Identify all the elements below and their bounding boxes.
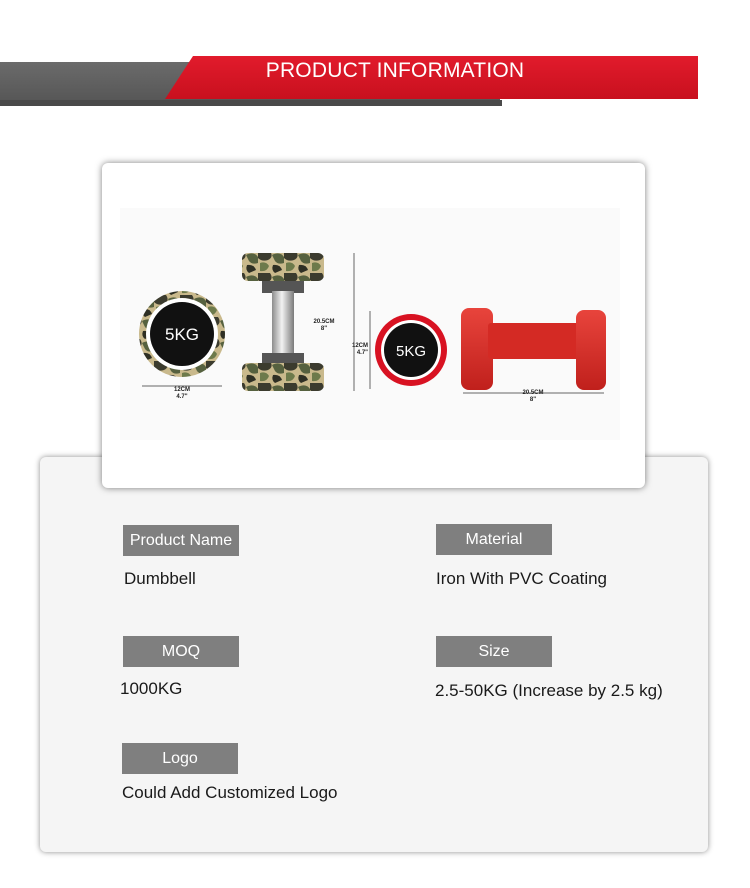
product-name-value: Dumbbell <box>124 569 196 588</box>
red-plate-label: 5KG <box>395 343 427 360</box>
logo-value: Could Add Customized Logo <box>122 783 338 802</box>
red-dumbbell-side <box>461 308 606 403</box>
dumbbell-illustration <box>102 163 645 488</box>
camo-plate-label: 5KG <box>164 325 200 344</box>
red-length-cm: 20.5CM <box>522 390 544 396</box>
size-value: 2.5-50KG (Increase by 2.5 kg) <box>435 681 663 700</box>
moq-value: 1000KG <box>120 679 183 698</box>
size-label: Size <box>436 636 552 667</box>
banner-gray-shadow <box>0 100 502 106</box>
red-width-cm: 12CM <box>351 343 368 349</box>
header-banner <box>0 0 750 120</box>
camo-width-in: 4.7" <box>176 394 188 400</box>
product-name-label: Product Name <box>123 525 239 556</box>
red-plate-front <box>352 311 447 389</box>
product-info-card <box>40 457 708 852</box>
camo-width-cm: 12CM <box>173 387 191 393</box>
camo-plate-front <box>139 291 225 400</box>
logo-label: Logo <box>122 743 238 774</box>
moq-label: MOQ <box>123 636 239 667</box>
camo-height-in: 8" <box>320 326 328 332</box>
banner-title: PRODUCT INFORMATION <box>265 59 525 82</box>
red-length-in: 8" <box>529 397 537 403</box>
material-value: Iron With PVC Coating <box>436 569 608 588</box>
camo-height-cm: 20.5CM <box>313 319 335 325</box>
product-image-card <box>102 163 645 488</box>
red-width-in: 4.7" <box>356 350 368 356</box>
material-label: Material <box>436 524 552 555</box>
camo-dumbbell-side <box>242 253 354 391</box>
